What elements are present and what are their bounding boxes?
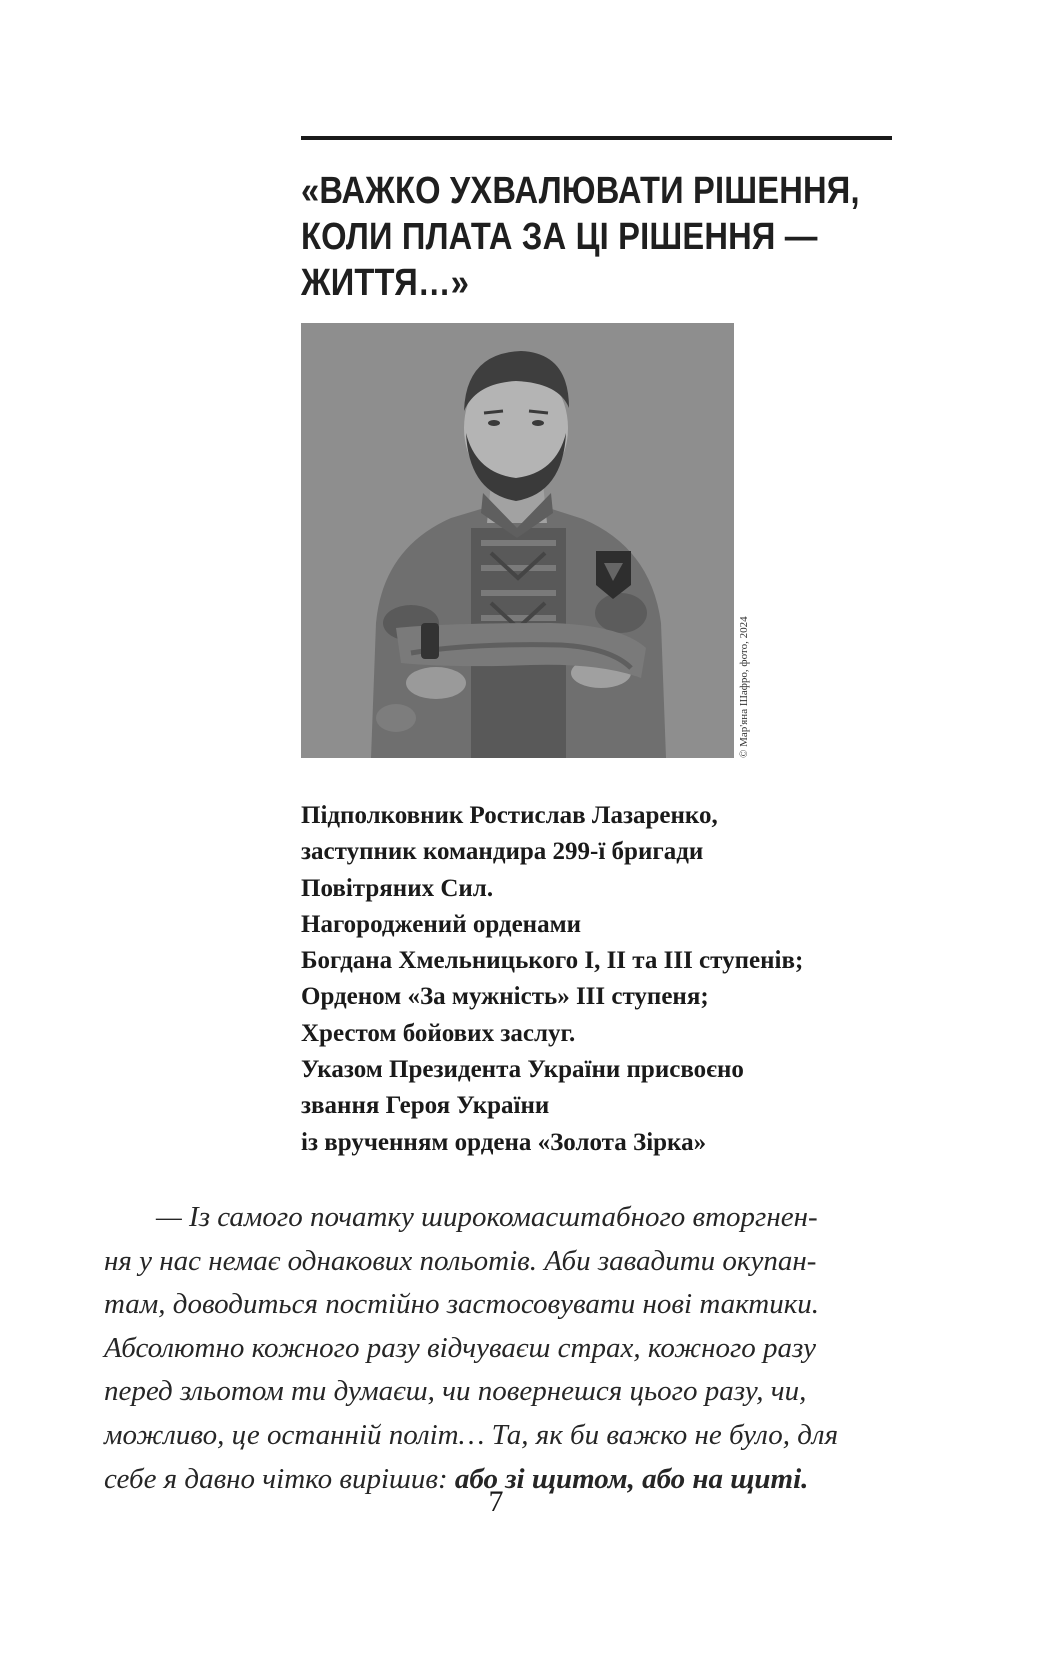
caption-line: звання Героя України xyxy=(301,1092,550,1120)
photo-caption xyxy=(301,798,941,1161)
paragraph-line: перед зльотом ти думаєш, чи повернешся цього разу, чи, xyxy=(104,1375,807,1408)
heading-line: ЖИТТЯ…» xyxy=(301,262,470,304)
bold-motto: або зі щитом, або на щиті. xyxy=(454,1462,809,1495)
heading-line: КОЛИ ПЛАТА ЗА ЦІ РІШЕННЯ — xyxy=(301,216,818,258)
paragraph-line: там, доводиться постійно застосовувати нові тактики. xyxy=(104,1288,820,1321)
portrait-photo xyxy=(301,323,734,758)
paragraph-line: Абсолютно кожного разу відчуваєш страх, кожного разу xyxy=(104,1331,817,1364)
chapter-heading xyxy=(301,168,860,306)
caption-line: Указом Президента України присвоєно xyxy=(301,1056,744,1084)
caption-line: Орденом «За мужність» III ступеня; xyxy=(301,983,709,1011)
caption-line: із врученням ордена «Золота Зірка» xyxy=(301,1128,707,1156)
heading-line: «ВАЖКО УХВАЛЮВАТИ РІШЕННЯ, xyxy=(301,170,860,212)
photo-credit: © Мар'яна Шафро, фото, 2024 xyxy=(738,616,750,758)
caption-line: Повітряних Сил. xyxy=(301,874,494,902)
page-number: 7 xyxy=(488,1485,504,1518)
caption-line: Богдана Хмельницького I, II та III ступенів; xyxy=(301,947,804,975)
paragraph-line: — Із самого початку широкомасштабного вторгнен- xyxy=(156,1201,818,1233)
caption-line: Хрестом бойових заслуг. xyxy=(301,1019,576,1047)
paragraph-line: можливо, це останній політ… Та, як би важко не було, для xyxy=(104,1418,839,1451)
portrait-illustration xyxy=(301,323,734,758)
caption-line: заступник командира 299-ї бригади xyxy=(301,838,704,866)
last-line-text: себе я давно чітко вирішив: xyxy=(104,1462,455,1495)
caption-line: Підполковник Ростислав Лазаренко, xyxy=(301,802,718,829)
quote-paragraph xyxy=(104,1196,894,1501)
caption-line: Нагороджений орденами xyxy=(301,910,582,938)
paragraph-line: ня у нас немає однакових польотів. Аби завадити окупан- xyxy=(104,1244,817,1277)
top-rule xyxy=(301,136,892,140)
